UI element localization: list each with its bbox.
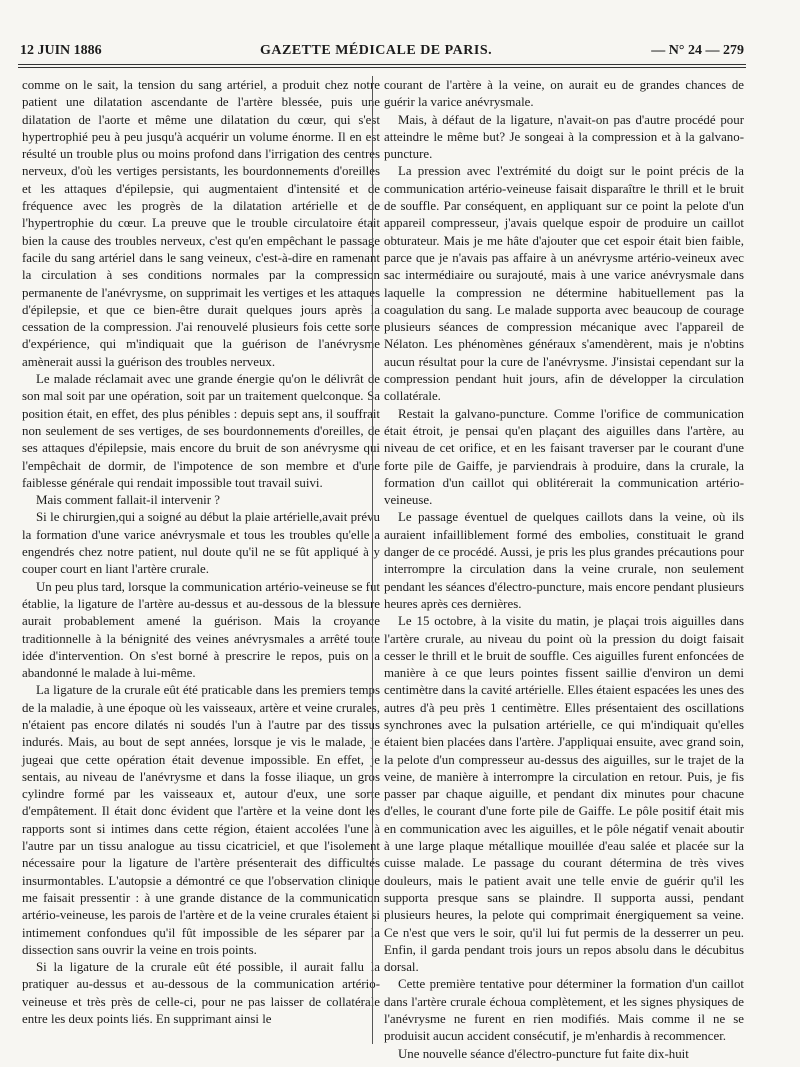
header-rule [18, 64, 746, 65]
paragraph: Cette première tentative pour déterminer la formation d'un caillot dans l'artère crurale échoua complètement, et les signes physiques de l'anévrysme ne furent en rien modifiés. Mais comme il ne se produisit aucun accident consécutif, je m'enhardis à recommencer. [384, 977, 744, 1044]
paragraph: Si le chirurgien,qui a soigné au début la plaie artérielle,avait prévu la formation d'une varice anévrysmale et tous les troubles qu'elle a engendrés chez notre patient, nul doute qu'il ne se fût appliqué à y couper court en liant l'artère crurale. [22, 510, 380, 577]
issue-date: 12 JUIN 1886 [20, 43, 102, 58]
paragraph: La ligature de la crurale eût été praticable dans les premiers temps de la maladie, à une époque où les vaisseaux, artère et veine crurales, n'étaient pas encore dilatés ni soudés l'un à l'autre par des tissus indurés. Mais, au bout de sept années, lorsque je vis le malade, je jugeai que cette opération était devenue impossible. En effet, je sentais, au niveau de l'anévrysme et dans la fosse iliaque, un gros cylindre formé par les vaisseaux et, autour d'eux, une sorte d'empâtement. Il était donc évident que l'artère et la veine dont les rapports sont si intimes dans cette région, étaient accolées l'une à l'autre par un tissu analogue au tissu cicatriciel, et que l'isolement nécessaire pour la ligature de l'artère présenterait des difficultés insurmontables. L'autopsie a démontré ce que l'observation clinique me faisait pressentir : à une grande distance de la communication artério-veineuse, les parois de l'artère et de la veine crurales étaient si intimement confondues qu'il fût impossible de les séparer par la dissection sans ouvrir la veine en trois points. [22, 683, 380, 957]
paragraph: Une nouvelle séance d'électro-puncture fut faite dix-huit [398, 1046, 689, 1061]
paragraph: courant de l'artère à la veine, on aurait eu de grandes chances de guérir la varice anévrysmale. [384, 78, 744, 110]
header-rule [18, 67, 746, 68]
paragraph: La pression avec l'extrémité du doigt sur le point précis de la communication artério-veineuse faisait disparaître le thrill et le bruit de souffle. Par conséquent, en appliquant sur ce point la pelote d'un appareil compresseur, j'avais quelque espoir de produire un caillot obturateur. Mais je me hâte d'ajouter que cet espoir était bien faible, parce que je n'avais pas affaire à un anévrysme artério-veineux avec sac intermédiaire ou surajouté, mais à une varice anévrysmale dans laquelle la compression ne détermine habituellement pas la coagulation du sang. Le malade supporta avec beaucoup de courage plusieurs séances de compression mécanique avec l'appareil de Nélaton. Les phénomènes généraux s'amendèrent, mais je n'obtins aucun résultat pour la cure de l'anévrysme. J'insistai cependant sur la compression pendant huit jours, afin de développer la circulation collatérale. [384, 164, 744, 404]
paragraph: Mais comment fallait-il intervenir ? [36, 493, 220, 508]
paragraph: Le malade réclamait avec une grande énergie qu'on le délivrât de son mal soit par une opération, soit par un traitement quelconque. Sa position était, en effet, des plus pénibles : depuis sept ans, il souffrait non seulement de ses vertiges, de ses bourdonnements d'oreilles, de ses attaques d'épilepsie, mais encore du bruit de son anévrysme qui l'empêchait de dormir, de l'impotence de son membre et d'une faiblesse générale qui rendait impossible tout travail suivi. [22, 372, 380, 490]
paragraph: comme on le sait, la tension du sang artériel, a produit chez notre patient une dilatation ascendante de l'artère blessée, puis une dilatation de l'aorte et même une dilatation du cœur, qui s'est hypertrophié peu à peu jusqu'à acquérir un volume énorme. Il en est résulté un trouble plus ou moins profond dans l'irrigation des centres nerveux, d'où les vertiges persistants, les bourdonnements d'oreilles et les attaques d'épilepsie, qui augmentaient d'intensité et de fréquence avec les progrès de la dilatation artérielle et de l'hypertrophie du cœur. La preuve que le trouble circulatoire était bien la cause des troubles nerveux, c'est qu'en empêchant le passage facile du sang artériel dans le sang veineux, c'est-à-dire en ramenant la circulation à ses conditions normales par la compression permanente de l'anévrysme, on supprimait les vertiges et les attaques d'épilepsie, et que ce bien-être durait quelques jours après la cessation de la compression. J'ai renouvelé plusieurs fois cette sorte d'expérience, qui m'indiquait que la guérison de l'anévrysme amènerait aussi la guérison des troubles nerveux. [22, 78, 380, 369]
paragraph: Restait la galvano-puncture. Comme l'orifice de communication était étroit, je pensai qu'en plaçant des aiguilles dans l'artère, au niveau de cet orifice, et en les faisant traverser par le courant d'une forte pile de Gaiffe, je parviendrais à produire, dans la crurale, la formation d'un caillot qui oblitérerait la communication artério-veineuse. [384, 406, 744, 508]
paragraph: Si la ligature de la crurale eût été possible, il aurait fallu la pratiquer au-dessus et au-dessous de la communication artério-veineuse et très près de celle-ci, pour ne pas laisser de collatérale entre les deux points liés. En supprimant ainsi le [22, 960, 380, 1027]
right-column [384, 77, 744, 1061]
paragraph: Un peu plus tard, lorsque la communication artério-veineuse se fut établie, la ligature de l'artère au-dessus et au-dessous de la blessure aurait probablement amené la guérison. Mais la croyance traditionnelle à la bénignité des veines anévrysmales a arrêté toute idée d'intervention. On s'est borné à prescrire le repos, puis on a abandonné le malade à lui-même. [22, 579, 380, 681]
page-header [20, 40, 744, 62]
journal-title: GAZETTE MÉDICALE DE PARIS. [260, 43, 493, 58]
column-divider [372, 76, 373, 1044]
left-column [22, 77, 380, 1052]
paragraph: Le 15 octobre, à la visite du matin, je plaçai trois aiguilles dans l'artère crurale, au niveau du point où la pression du doigt faisait cesser le thrill et le bruit de souffle. Ces aiguilles furent enfoncées de manière à ce que leurs pointes fissent saillie d'environ un demi centimètre dans la cavité artérielle. Elles étaient espacées les unes des autres d'à peu près 1 centimètre. Elles présentaient des oscillations synchrones avec la pulsation artérielle, ce qui m'indiquait qu'elles étaient bien placées dans l'artère. J'appliquai ensuite, avec grand soin, la pelote d'un compresseur au-dessus des aiguilles, sur le trajet de la veine, de manière à interrompre la circulation en retour. Puis, je fis passer par chaque aiguille, et pendant dix minutes pour chacune d'elles, le courant d'une forte pile de Gaiffe. Le pôle positif était mis en communication avec les aiguilles, et le pôle négatif venait aboutir à une large plaque métallique mouillée d'eau salée et placée sur la cuisse malade. Le passage du courant détermina de très vives douleurs, mais le patient avait une telle envie de guérir qu'il les supporta presque sans se plaindre. Il supporta aussi, pendant plusieurs heures, la pelote qui comprimait énergiquement sa veine. Ce n'est que vers le soir, qu'il lui fut permis de la desserrer un peu. Enfin, il garda pendant trois jours un repos absolu dans le décubitus dorsal. [384, 614, 744, 975]
issue-page-number: — N° 24 — 279 [651, 43, 744, 58]
paragraph: Mais, à défaut de la ligature, n'avait-on pas d'autre procédé pour atteindre le même but? Je songeai à la compression et à la galvano-puncture. [384, 112, 744, 162]
paragraph: Le passage éventuel de quelques caillots dans la veine, où ils auraient infailliblement formé des embolies, constituait le grand danger de ce procédé. Aussi, je pris les plus grandes précautions pour interrompre la circulation dans la veine crurale, non seulement pendant les séances d'électro-puncture, mais encore pendant plusieurs heures après ces dernières. [384, 510, 744, 611]
